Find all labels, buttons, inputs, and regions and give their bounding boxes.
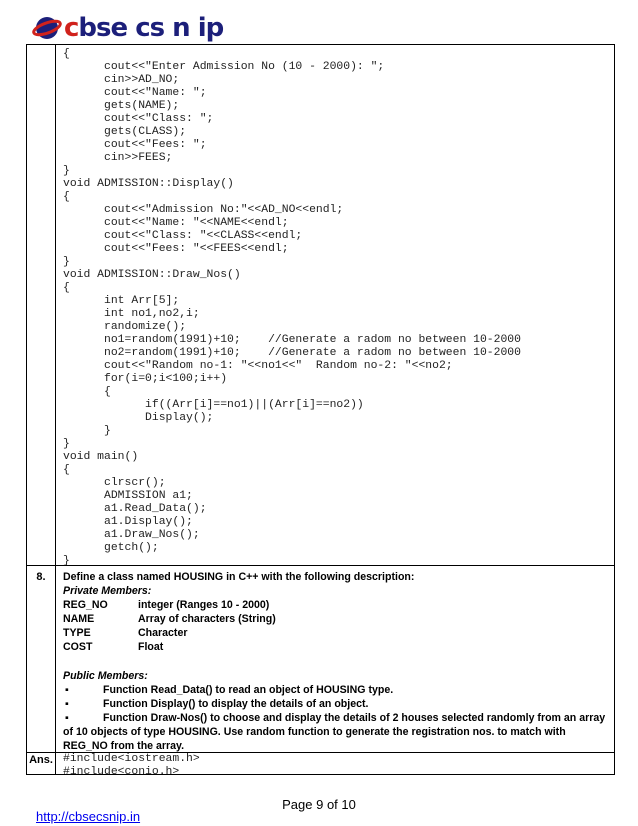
code-line: { [63, 464, 70, 476]
code-line: clrscr(); [63, 477, 166, 489]
code-line: a1.Read_Data(); [63, 503, 207, 515]
site-logo [32, 8, 223, 48]
bullet-text: Function Display() to display the details of an object. [103, 697, 369, 710]
code-line: } [63, 256, 70, 268]
code-line: cout<<"Admission No:"<<AD_NO<<endl; [63, 204, 344, 216]
code-line: int Arr[5]; [63, 295, 180, 307]
member-type: Float [138, 641, 164, 654]
code-line: cout<<"Name: "; [63, 87, 207, 99]
code-line: gets(NAME); [63, 100, 180, 112]
answer-label: Ans. [29, 754, 53, 766]
member-row [63, 612, 611, 626]
code-line: } [63, 425, 111, 437]
code-line: { [63, 386, 111, 398]
bullet-icon: ▪ [65, 683, 69, 696]
code-line: randomize(); [63, 321, 187, 333]
code-line: { [63, 48, 70, 60]
code-line: cout<<"Enter Admission No (10 - 2000): "; [63, 61, 385, 73]
code-line: cin>>AD_NO; [63, 74, 180, 86]
content-table [26, 44, 615, 778]
globe-swoosh-icon [32, 13, 62, 43]
member-name: COST [63, 641, 93, 654]
code-line: a1.Draw_Nos(); [63, 529, 200, 541]
code-line: cin>>FEES; [63, 152, 173, 164]
bullet-text: Function Read_Data() to read an object of HOUSING type. [103, 683, 394, 696]
code-line: } [63, 555, 70, 567]
member-row [63, 598, 611, 612]
code-line: cout<<"Name: "<<NAME<<endl; [63, 217, 289, 229]
code-line: no1=random(1991)+10; //Generate a radom no between 10-2000 [63, 334, 521, 346]
code-line: cout<<"Class: "; [63, 113, 214, 125]
site-link[interactable]: http://cbsecsnip.in [36, 809, 141, 824]
code-line: } [63, 165, 70, 177]
member-list [63, 598, 611, 654]
answer-code [63, 753, 200, 779]
bullet-item [63, 711, 611, 753]
code-line: void main() [63, 451, 139, 463]
code-line: cout<<"Fees: "; [63, 139, 207, 151]
member-type: Array of characters (String) [138, 613, 276, 626]
bullet-list [63, 683, 611, 753]
question-number: 8. [36, 571, 46, 583]
code-line: #include<conio.h> [63, 766, 180, 778]
member-name: REG_NO [63, 599, 108, 612]
member-type: integer (Ranges 10 - 2000) [138, 599, 270, 612]
code-line: } [63, 438, 70, 450]
bullet-item [63, 697, 611, 711]
bullet-icon: ▪ [65, 697, 69, 710]
code-line: #include<iostream.h> [63, 753, 200, 765]
public-heading: Public Members: [63, 669, 148, 682]
code-line: int no1,no2,i; [63, 308, 200, 320]
code-line: { [63, 282, 70, 294]
code-line: { [63, 191, 70, 203]
code-block [63, 48, 521, 568]
code-line: no2=random(1991)+10; //Generate a radom no between 10-2000 [63, 347, 521, 359]
code-line: void ADMISSION::Display() [63, 178, 234, 190]
code-line: gets(CLASS); [63, 126, 187, 138]
member-type: Character [138, 627, 188, 640]
code-line: cout<<"Class: "<<CLASS<<endl; [63, 230, 303, 242]
bullet-text: Function Draw-Nos() to choose and display the details of 2 houses selected randomly from an array of 10 objects of type HOUSING. Use random function to generate the registration nos. to match with REG_NO from the array. [63, 711, 606, 753]
logo-text: cbse cs n ip [64, 13, 224, 43]
code-line: for(i=0;i<100;i++) [63, 373, 228, 385]
member-row [63, 640, 611, 654]
code-line: Display(); [63, 412, 214, 424]
code-line: void ADMISSION::Draw_Nos() [63, 269, 241, 281]
member-name: TYPE [63, 627, 91, 640]
code-line: ADMISSION a1; [63, 490, 193, 502]
member-name: NAME [63, 613, 95, 626]
bullet-item [63, 683, 611, 697]
code-line: a1.Display(); [63, 516, 193, 528]
question-text [63, 570, 611, 753]
code-line: if((Arr[i]==no1)||(Arr[i]==no2)) [63, 399, 364, 411]
bullet-icon: ▪ [65, 711, 69, 724]
code-line: cout<<"Fees: "<<FEES<<endl; [63, 243, 289, 255]
question-title: Define a class named HOUSING in C++ with the following description: [63, 571, 415, 583]
private-heading: Private Members: [63, 585, 152, 598]
member-row [63, 626, 611, 640]
page-number: Page 9 of 10 [282, 797, 356, 812]
code-line: cout<<"Random no-1: "<<no1<<" Random no-2: "<<no2; [63, 360, 453, 372]
code-line: getch(); [63, 542, 159, 554]
